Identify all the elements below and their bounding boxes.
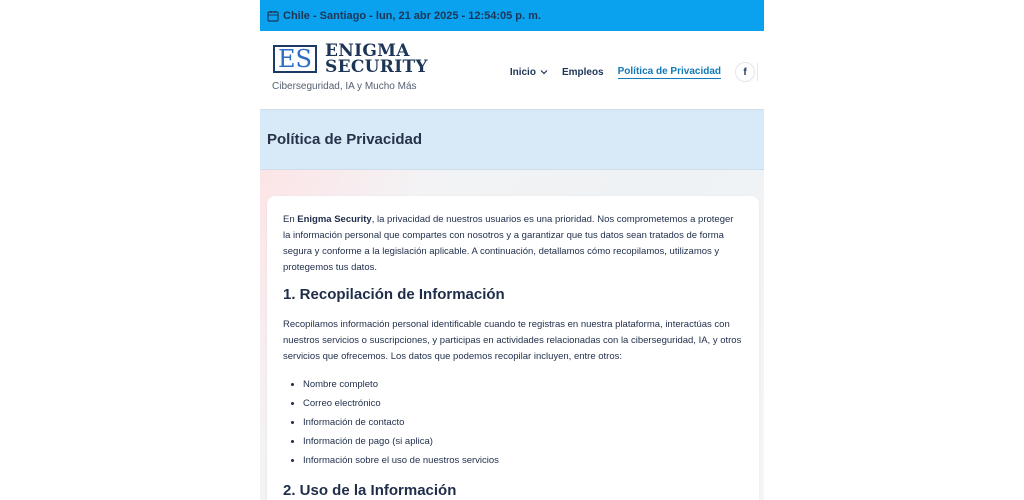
main-nav xyxy=(510,62,764,82)
nav-item-empleos[interactable] xyxy=(562,67,604,78)
nav-item-inicio[interactable] xyxy=(510,67,548,78)
data-collected-list xyxy=(283,375,743,470)
calendar-icon xyxy=(267,10,279,22)
section-1-paragraph: Recopilamos información personal identificable cuando te registras en nuestra plataforma, interactúas con nuestros servicios o suscripciones, y participas en actividades relacionadas con la ciberseguridad, IA, y otros servicios que ofrecemos. Los datos que podemos recopilar incluyen, entre otros: xyxy=(283,319,742,362)
site-tagline: Ciberseguridad, IA y Mucho Más xyxy=(272,81,417,92)
policy-card xyxy=(267,196,759,500)
logo-wordmark xyxy=(325,43,428,75)
nav-overflow-edge xyxy=(757,63,764,81)
date-time-text: Chile - Santiago - lun, 21 abr 2025 - 12:54:05 p. m. xyxy=(283,9,541,22)
brand-name: Enigma Security xyxy=(297,214,372,225)
site-logo[interactable] xyxy=(273,41,428,77)
intro-paragraph xyxy=(283,212,743,276)
facebook-glyph: f xyxy=(743,66,747,78)
list-item: • Información de pago (si aplica) xyxy=(303,432,743,451)
section-heading-2: 2. Uso de la Información xyxy=(283,482,457,499)
page-title-band xyxy=(260,109,764,170)
page-frame xyxy=(260,0,764,500)
chevron-down-icon xyxy=(540,68,548,76)
top-info-bar xyxy=(260,0,764,31)
logo-mark: ES xyxy=(273,45,317,73)
nav-label: Empleos xyxy=(561,66,604,78)
intro-prefix: En xyxy=(283,214,298,225)
list-item: • Nombre completo xyxy=(303,375,743,394)
nav-label: Política de Privacidad xyxy=(617,65,721,77)
intro-text: , la privacidad de nuestros usuarios es una prioridad. Nos comprometemos a proteger la información personal que compartes con nosotros y a garantizar que tus datos sean tratados de forma segura y conforme a la legislación aplicable. A continuación, detallamos cómo recopilamos, utilizamos y protegemos tus datos. xyxy=(283,214,734,273)
nav-item-privacidad[interactable] xyxy=(618,66,721,79)
nav-label: Inicio xyxy=(509,66,536,78)
section-heading-1: 1. Recopilación de Información xyxy=(283,286,505,303)
list-item: • Información sobre el uso de nuestros servicios xyxy=(303,451,743,470)
page-title: Política de Privacidad xyxy=(267,131,423,148)
logo-line2: SECURITY xyxy=(325,57,428,77)
logo-line1: ENIGMA xyxy=(325,41,410,61)
list-item: • Correo electrónico xyxy=(303,394,743,413)
facebook-icon[interactable] xyxy=(735,62,755,82)
list-item: • Información de contacto xyxy=(303,413,743,432)
